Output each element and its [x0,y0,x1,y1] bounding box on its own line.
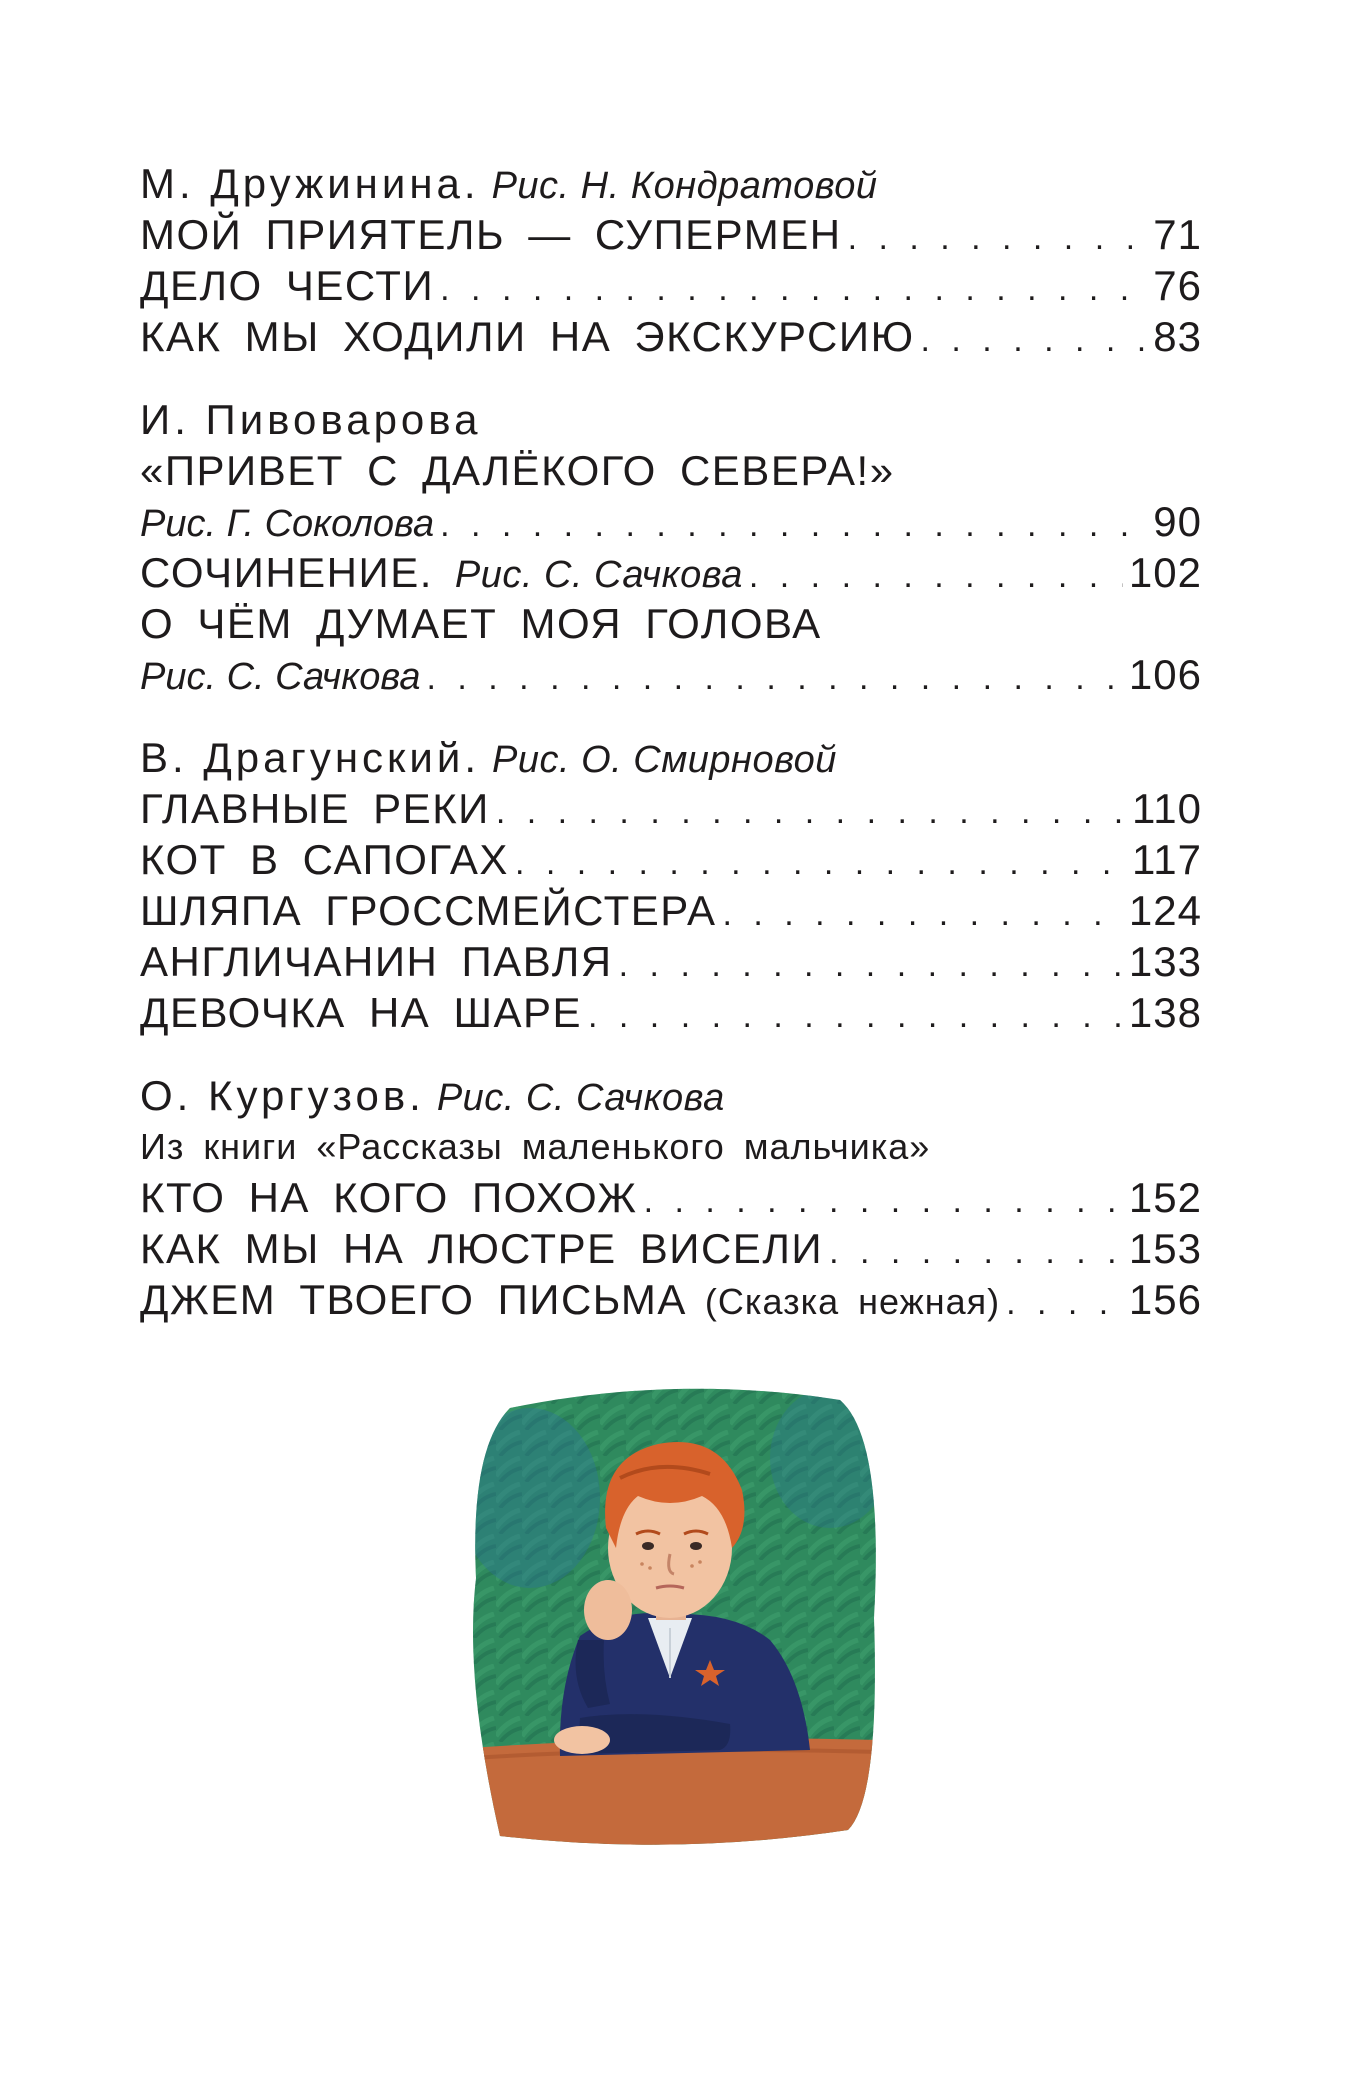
dot-leader [427,653,1123,704]
toc-section-dragunsky [140,732,1202,1038]
dot-leader [829,1227,1123,1278]
toc-entry[interactable] [140,987,1202,1038]
entry-page: 117 [1132,836,1202,883]
entry-page: 106 [1128,651,1202,698]
entry-page: 153 [1128,1225,1202,1272]
dot-leader [440,500,1147,551]
illustrator-credit: Рис. О. Смирновой [492,739,837,781]
toc-entry[interactable] [140,1172,1202,1223]
dot-leader [515,838,1126,889]
toc-section-druzhinina [140,158,1202,362]
illustrator-credit: Рис. С. Сачкова [140,656,421,698]
entry-page: 133 [1128,938,1202,985]
book-subheading-line [140,1121,1202,1172]
dot-leader [440,264,1147,315]
book-subheading: Из книги «Рассказы маленького мальчика» [140,1126,931,1167]
entry-page: 138 [1128,989,1202,1036]
dot-leader [1006,1278,1123,1329]
toc-entry[interactable] [140,1274,1202,1325]
dot-leader [588,991,1123,1042]
toc-entry[interactable] [140,260,1202,311]
dot-leader [496,787,1126,838]
entry-title-line[interactable] [140,445,1202,496]
entry-page: 76 [1153,262,1202,309]
author-line [140,394,1202,445]
entry-title: ДЕЛО ЧЕСТИ [140,262,435,309]
illustrator-credit: Рис. Н. Кондратовой [491,165,878,207]
author-name: О. Кургузов. [140,1072,425,1119]
entry-page: 71 [1153,211,1202,258]
entry-page: 90 [1153,498,1202,545]
entry-page: 102 [1128,549,1202,596]
entry-page: 83 [1153,313,1202,360]
author-line [140,158,1202,209]
dot-leader [921,315,1148,366]
author-name: И. Пивоварова [140,396,482,443]
entry-title: КАК МЫ НА ЛЮСТРЕ ВИСЕЛИ [140,1225,824,1272]
entry-title: АНГЛИЧАНИН ПАВЛЯ [140,938,613,985]
toc-entry[interactable] [140,936,1202,987]
illustrator-credit: Рис. С. Сачкова [454,554,743,596]
entry-page: 156 [1128,1276,1202,1323]
toc-section-kurguzov [140,1070,1202,1325]
entry-title: ДЕВОЧКА НА ШАРЕ [140,989,583,1036]
author-name: В. Драгунский. [140,734,480,781]
author-line [140,1070,1202,1121]
toc-entry[interactable] [140,649,1202,700]
toc-entry[interactable] [140,885,1202,936]
entry-title: ГЛАВНЫЕ РЕКИ [140,785,490,832]
author-line [140,732,1202,783]
entry-title: КТО НА КОГО ПОХОЖ [140,1174,638,1221]
illustrator-credit: Рис. С. Сачкова [436,1077,725,1119]
entry-note: (Сказка нежная) [704,1281,1001,1322]
illustrator-credit: Рис. Г. Соколова [140,503,435,545]
entry-title: МОЙ ПРИЯТЕЛЬ — СУПЕРМЕН [140,211,842,258]
toc-entry[interactable] [140,1223,1202,1274]
entry-title-line[interactable] [140,598,1202,649]
entry-title: ДЖЕМ ТВОЕГО ПИСЬМА [140,1276,687,1323]
entry-title: ШЛЯПА ГРОССМЕЙСТЕРА [140,887,717,934]
dot-leader [722,889,1122,940]
entry-title: «ПРИВЕТ С ДАЛЁКОГО СЕВЕРА!» [140,447,895,494]
toc-entry[interactable] [140,834,1202,885]
toc-entry[interactable] [140,311,1202,362]
entry-title: О ЧЁМ ДУМАЕТ МОЯ ГОЛОВА [140,600,822,647]
toc-entry[interactable] [140,209,1202,260]
dot-leader [644,1176,1123,1227]
entry-title: КАК МЫ ХОДИЛИ НА ЭКСКУРСИЮ [140,313,915,360]
toc-entry[interactable] [140,496,1202,547]
entry-page: 124 [1128,887,1202,934]
toc-section-pivovarova [140,394,1202,700]
dot-leader [749,551,1123,602]
entry-page: 110 [1132,785,1202,832]
boy-illustration [470,1378,880,1850]
entry-title: СОЧИНЕНИЕ. [140,549,433,596]
dot-leader [848,213,1148,264]
author-name: М. Дружинина. [140,160,480,207]
toc-entry[interactable] [140,547,1202,598]
toc-entry[interactable] [140,783,1202,834]
entry-title: КОТ В САПОГАХ [140,836,509,883]
table-of-contents [140,158,1202,1357]
entry-page: 152 [1128,1174,1202,1221]
dot-leader [619,940,1123,991]
